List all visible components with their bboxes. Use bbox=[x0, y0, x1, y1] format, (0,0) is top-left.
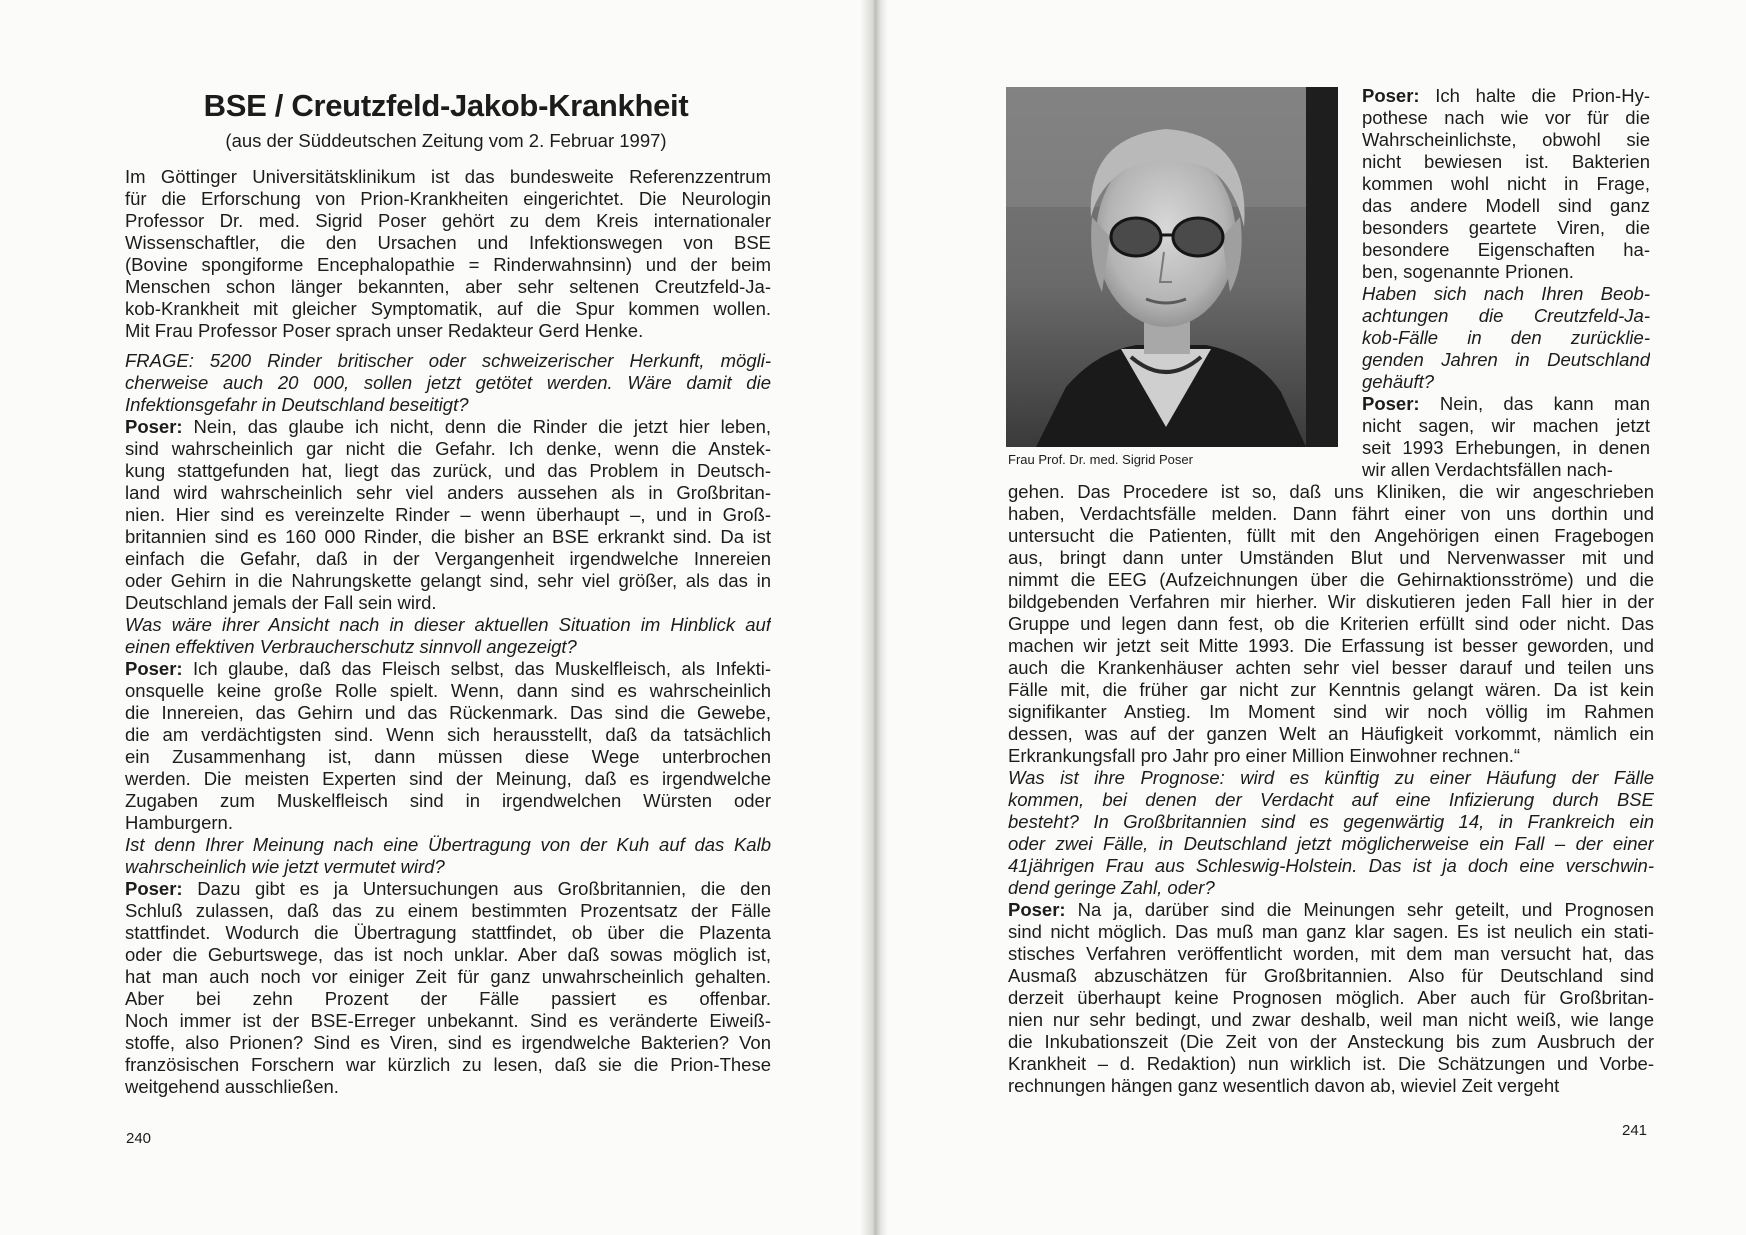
text-line: wahrscheinlich wie jetzt vermutet wird? bbox=[125, 856, 445, 877]
text-line: Krankheit – d. Redaktion) nun wirklich ist. Die Schätzungen und Vorbe- bbox=[1008, 1053, 1654, 1074]
text-line: Menschen schon länger bekannten, aber sehr seltenen Creutzfeld-Ja- bbox=[125, 276, 771, 297]
text-line: aus, bringt dann unter Umständen Blut und Nervenwasser mit und bbox=[1008, 547, 1654, 568]
text-line: nicht sagen, wir machen jetzt bbox=[1362, 415, 1650, 436]
page-number-left: 240 bbox=[126, 1130, 152, 1147]
text-line: Zugaben zum Muskelfleisch sind in irgendwelchen Würsten oder bbox=[125, 790, 771, 811]
text-line: besondere Eigenschaften ha- bbox=[1362, 239, 1650, 260]
speaker-label: Poser: bbox=[125, 878, 183, 899]
book-gutter bbox=[860, 0, 888, 1235]
article-source: (aus der Süddeutschen Zeitung vom 2. Februar 1997) bbox=[225, 130, 667, 151]
answer-2-first-line: Poser: Ich glaube, daß das Fleisch selbst, das Muskelfleisch, als Infekti- bbox=[125, 658, 771, 679]
left-page bbox=[0, 0, 868, 1235]
text-line: Was ist ihre Prognose: wird es künftig zu einer Häufung der Fälle bbox=[1008, 767, 1654, 788]
text-line: Was wäre ihrer Ansicht nach in dieser aktuellen Situation im Hinblick auf bbox=[125, 614, 771, 635]
text-line: französischen Forschern war kürzlich zu lesen, daß sie die Prion-These bbox=[125, 1054, 771, 1075]
article-title: BSE / Creutzfeld-Jakob-Krankheit bbox=[203, 88, 689, 123]
text-line: Im Göttinger Universitätsklinikum ist das bundesweite Referenzzentrum bbox=[125, 166, 771, 187]
text-line: nimmt die EEG (Aufzeichnungen über die Gehirnaktionsströme) und die bbox=[1008, 569, 1654, 590]
text-line: Noch immer ist der BSE-Erreger unbekannt. Sind es veränderte Eiweiß- bbox=[125, 1010, 771, 1031]
text-line: Deutschland jemals der Fall sein wird. bbox=[125, 592, 437, 613]
text-line: cherweise auch 20 000, sollen jetzt getötet werden. Wäre damit die bbox=[125, 372, 771, 393]
text-line: Professor Dr. med. Sigrid Poser gehört zu dem Kreis internationaler bbox=[125, 210, 771, 231]
text-line: pothese nach wie vor für die bbox=[1362, 107, 1650, 128]
text-line: rechnungen hängen ganz wesentlich davon ab, wieviel Zeit vergeht bbox=[1008, 1075, 1560, 1096]
text-line: machen wir jetzt seit Mitte 1993. Die Erfassung ist besser geworden, und bbox=[1008, 635, 1654, 656]
text-line: dend geringe Zahl, oder? bbox=[1008, 877, 1215, 898]
text-line: kommen, bei denen der Verdacht auf eine Infizierung durch BSE bbox=[1008, 789, 1654, 810]
text-line: wir allen Verdachtsfällen nach- bbox=[1362, 459, 1613, 480]
text-line: FRAGE: 5200 Rinder britischer oder schweizerischer Herkunft, mögli- bbox=[125, 350, 771, 371]
answer-3-first-line: Poser: Dazu gibt es ja Untersuchungen aus Großbritannien, die den bbox=[125, 878, 771, 899]
text-line: bildgebenden Verfahren mir hierher. Wir diskutieren jeden Fall hier in der bbox=[1008, 591, 1654, 612]
answer-5-continued bbox=[1008, 481, 1654, 767]
text-line: gehen. Das Procedere ist so, daß uns Kliniken, die wir angeschrieben bbox=[1008, 481, 1654, 502]
text-line: einen effektiven Verbraucherschutz sinnvoll angezeigt? bbox=[125, 636, 577, 657]
text-line: für die Erforschung von Prion-Krankheiten eingerichtet. Die Neurologin bbox=[125, 188, 771, 209]
text-line: stoffe, also Prionen? Sind es Viren, sind es irgendwelche Bakterien? Von bbox=[125, 1032, 771, 1053]
question-3 bbox=[125, 834, 771, 878]
text-line: Ist denn Ihrer Meinung nach eine Übertragung von der Kuh auf das Kalb bbox=[125, 834, 771, 855]
text-line: nicht bewiesen ist. Bakterien bbox=[1362, 151, 1650, 172]
answer-2 bbox=[125, 658, 771, 834]
right-column-wide-text bbox=[1008, 481, 1654, 1097]
text-line: ein Zusammenhang ist, dann müssen diese Wege unterbrochen bbox=[125, 746, 771, 767]
answer-5-first-line: Poser: Nein, das kann man bbox=[1362, 393, 1650, 414]
text-line: Infektionsgefahr in Deutschland beseitigt? bbox=[125, 394, 469, 415]
text-line: die Inkubationszeit (Die Zeit von der Ansteckung bis zum Ausbruch der bbox=[1008, 1031, 1654, 1052]
question-5 bbox=[1008, 767, 1654, 899]
answer-1-first-line: Poser: Nein, das glaube ich nicht, denn die Rinder die jetzt hier leben, bbox=[125, 416, 771, 437]
text-line: einfach die Gefahr, daß in der Vergangenheit irgendwelche Innereien bbox=[125, 548, 771, 569]
text-line: haben, Verdachtsfälle melden. Dann fährt einer von uns dorthin und bbox=[1008, 503, 1654, 524]
text-line: Aber bei zehn Prozent der Fälle passiert es offenbar. bbox=[125, 988, 771, 1009]
text-line: auch die Krankenhäuser achten sehr viel besser darauf und teilen uns bbox=[1008, 657, 1654, 678]
text-line: stisches Verfahren veröffentlicht worden, mit dem man versucht hat, das bbox=[1008, 943, 1654, 964]
text-line: kung stattgefunden hat, liegt das zurück, und das Problem in Deutsch- bbox=[125, 460, 771, 481]
text-line: Mit Frau Professor Poser sprach unser Redakteur Gerd Henke. bbox=[125, 320, 644, 341]
text-line: hat man auch noch vor einiger Zeit für ganz unwahrscheinlich gehalten. bbox=[125, 966, 771, 987]
text-line: Gruppe und legen dann fest, ob die Kriterien erfüllt sind oder nicht. Das bbox=[1008, 613, 1654, 634]
text-line: ben, sogenannte Prionen. bbox=[1362, 261, 1574, 282]
text-line: besonders geartete Viren, die bbox=[1362, 217, 1650, 238]
text-line: Erkrankungsfall pro Jahr pro einer Million Einwohner rechnen.“ bbox=[1008, 745, 1521, 766]
text-line: die am verdächtigsten sind. Wenn sich herausstellt, daß da tatsächlich bbox=[125, 724, 771, 745]
text-line: Wahrscheinlichste, obwohl sie bbox=[1362, 129, 1650, 150]
text-line: oder zwei Fälle, in Deutschland jetzt möglicherweise ein Fall – der einer bbox=[1008, 833, 1654, 854]
text-line: sind wahrscheinlich gar nicht die Gefahr. Ich denke, wenn die Anstek- bbox=[125, 438, 771, 459]
text-line: nien nur sehr bedingt, und zwar deshalb, weil man nicht weiß, wie lange bbox=[1008, 1009, 1654, 1030]
intro-paragraph bbox=[125, 166, 771, 342]
text-line: (Bovine spongiforme Encephalopathie = Rinderwahnsinn) und der beim bbox=[125, 254, 771, 275]
portrait-photo bbox=[1006, 87, 1338, 447]
text-line: derzeit überhaupt keine Prognosen möglich. Aber auch für Großbritan- bbox=[1008, 987, 1654, 1008]
text-line: Schluß zulassen, daß das zu einem bestimmten Prozentsatz der Fälle bbox=[125, 900, 771, 921]
text-line: land wird wahrscheinlich sehr viel anders aussehen als in Großbritan- bbox=[125, 482, 771, 503]
speaker-label: Poser: bbox=[1362, 85, 1420, 106]
answer-4-first-line: Poser: Ich halte die Prion-Hy- bbox=[1362, 85, 1650, 106]
text-line: oder die Geburtswege, das ist noch unklar. Aber daß sowas möglich ist, bbox=[125, 944, 771, 965]
text-line: seit 1993 Erhebungen, in denen bbox=[1362, 437, 1650, 458]
text-line: signifikanter Anstieg. Im Moment sind wir noch völlig im Rahmen bbox=[1008, 701, 1654, 722]
text-line: Wissenschaftler, die den Ursachen und Infektionswegen von BSE bbox=[125, 232, 771, 253]
question-2 bbox=[125, 614, 771, 658]
speaker-label: Poser: bbox=[125, 416, 183, 437]
text-line: besteht? In Großbritannien sind es gegenwärtig 14, in Frankreich ein bbox=[1008, 811, 1654, 832]
speaker-label: Poser: bbox=[1362, 393, 1420, 414]
right-column-narrow-text bbox=[1362, 85, 1650, 481]
text-line: die Innereien, das Gehirn und das Rückenmark. Das sind die Gewebe, bbox=[125, 702, 771, 723]
photo-caption: Frau Prof. Dr. med. Sigrid Poser bbox=[1008, 452, 1193, 467]
text-line: achtungen die Creutzfeld-Ja- bbox=[1362, 305, 1650, 326]
page-number-right: 241 bbox=[1622, 1122, 1648, 1139]
text-line: 41jährigen Frau aus Schleswig-Holstein. Das ist ja doch eine verschwin- bbox=[1008, 855, 1654, 876]
text-line: nien. Hier sind es vereinzelte Rinder – wenn überhaupt –, und in Groß- bbox=[125, 504, 771, 525]
portrait-image bbox=[1006, 87, 1338, 447]
answer-1 bbox=[125, 416, 771, 614]
answer-3 bbox=[125, 878, 771, 1098]
text-line: Hamburgern. bbox=[125, 812, 233, 833]
text-line: kob-Krankheit mit gleicher Symptomatik, auf die Spur kommen wollen. bbox=[125, 298, 771, 319]
speaker-label: Poser: bbox=[125, 658, 183, 679]
speaker-label: Poser: bbox=[1008, 899, 1066, 920]
text-line: werden. Die meisten Experten sind der Meinung, daß es irgendwelche bbox=[125, 768, 771, 789]
text-line: untersucht die Patienten, füllt mit den Angehörigen einen Fragebogen bbox=[1008, 525, 1654, 546]
text-line: Fälle mit, die früher gar nicht zur Kenntnis gelangt wären. Da ist kein bbox=[1008, 679, 1654, 700]
text-line: Haben sich nach Ihren Beob- bbox=[1362, 283, 1650, 304]
text-line: stattfindet. Wodurch die Übertragung stattfindet, ob über die Plazenta bbox=[125, 922, 771, 943]
text-line: kommen wohl nicht in Frage, bbox=[1362, 173, 1650, 194]
question-1 bbox=[125, 350, 771, 416]
text-line: genden Jahren in Deutschland bbox=[1362, 349, 1650, 370]
text-line: das andere Modell sind ganz bbox=[1362, 195, 1650, 216]
text-line: dessen, was auf der ganzen Welt an Häufigkeit vorkommt, nämlich ein bbox=[1008, 723, 1654, 744]
answer-6 bbox=[1008, 921, 1654, 1097]
text-line: Ausmaß abzuschätzen für Großbritannien. Also für Deutschland sind bbox=[1008, 965, 1654, 986]
text-line: kob-Fälle in den zurücklie- bbox=[1362, 327, 1650, 348]
text-line: oder Gehirn in die Nahrungskette gelangt sind, sehr viel größer, als das in bbox=[125, 570, 771, 591]
text-line: gehäuft? bbox=[1362, 371, 1435, 392]
text-line: weitgehend ausschließen. bbox=[125, 1076, 339, 1097]
text-line: britannien sind es 160 000 Rinder, die bisher an BSE erkrankt sind. Da ist bbox=[125, 526, 771, 547]
answer-4 bbox=[1362, 107, 1650, 283]
question-4 bbox=[1362, 283, 1650, 393]
answer-5 bbox=[1362, 415, 1650, 481]
answer-6-first-line: Poser: Na ja, darüber sind die Meinungen sehr geteilt, und Prognosen bbox=[1008, 899, 1654, 920]
text-line: onsquelle keine große Rolle spielt. Wenn, dann sind es wahrscheinlich bbox=[125, 680, 771, 701]
left-column-text bbox=[125, 166, 771, 1098]
text-line: sind nicht möglich. Das muß man ganz klar sagen. Es ist neulich ein stati- bbox=[1008, 921, 1654, 942]
